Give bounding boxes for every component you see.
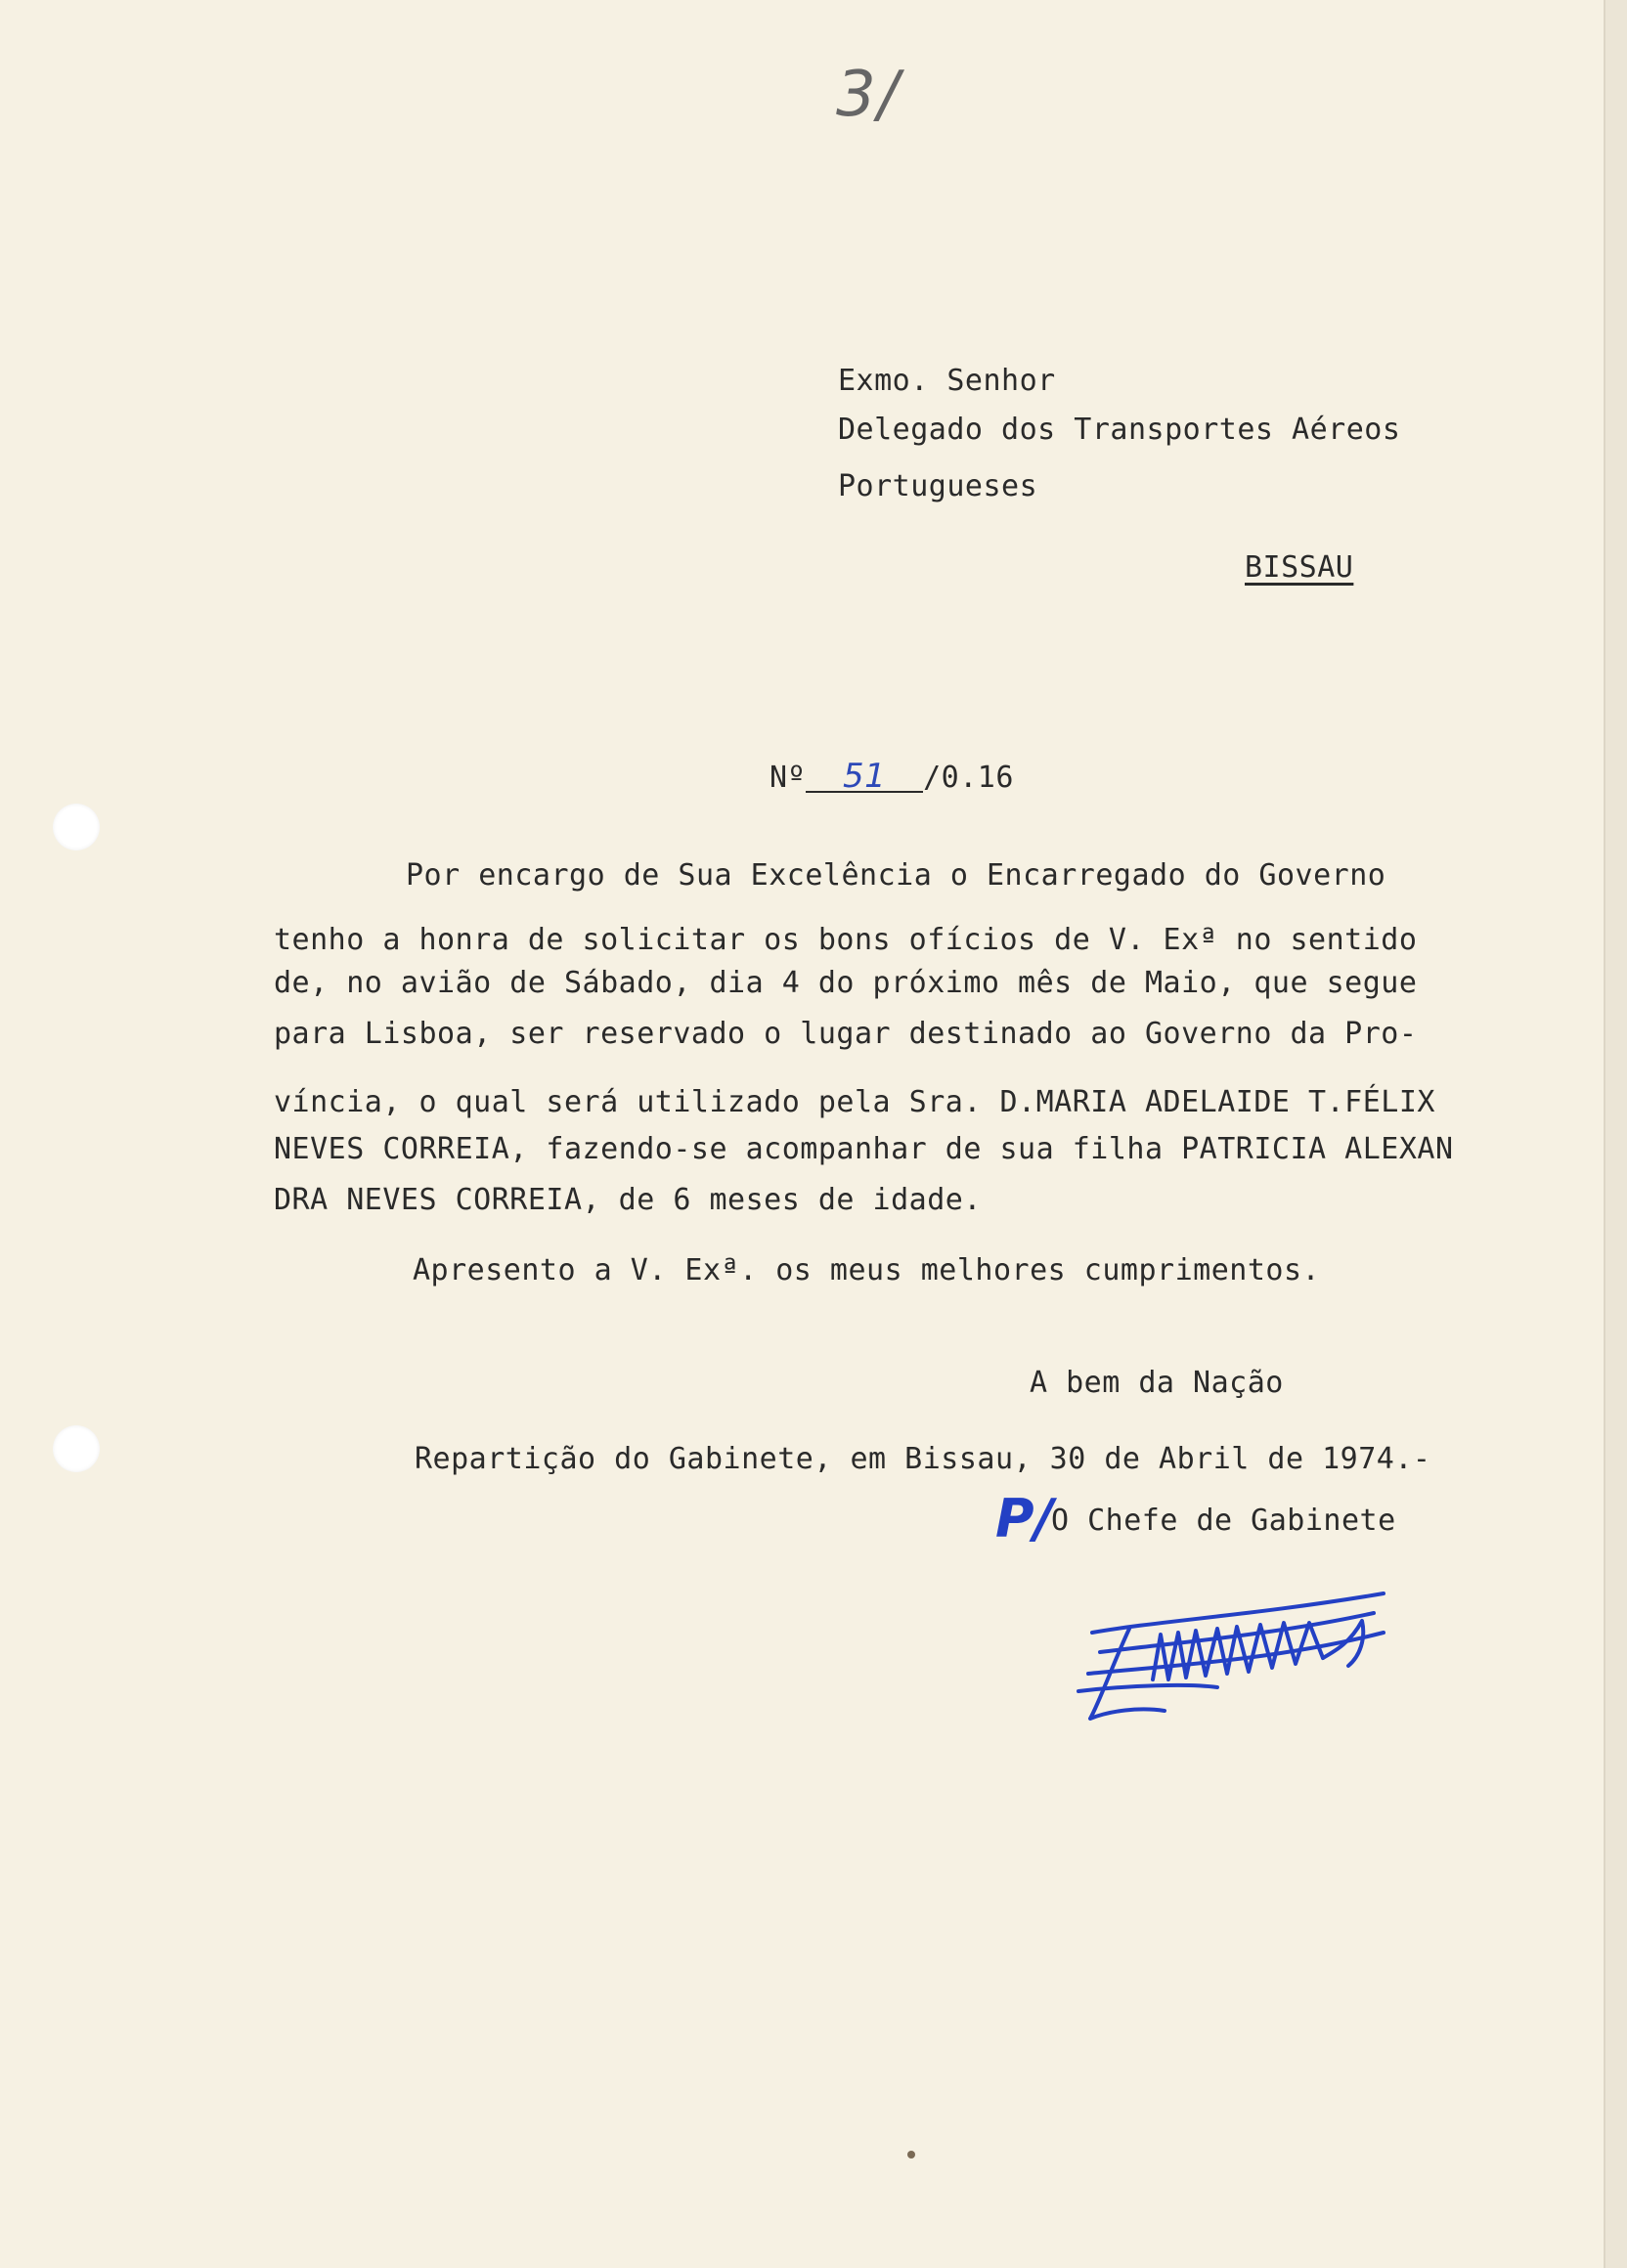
reference-suffix: /0.16 <box>923 761 1014 795</box>
body-line-7: DRA NEVES CORREIA, de 6 meses de idade. <box>274 1183 982 1217</box>
punch-hole-bottom <box>53 1425 100 1472</box>
addressee-city: BISSAU <box>1245 550 1354 585</box>
salutation: A bem da Nação <box>1030 1366 1284 1400</box>
body-line-3: de, no avião de Sábado, dia 4 do próximo mês de Maio, que segue <box>274 966 1418 1000</box>
reference-prefix: Nº <box>770 761 807 795</box>
paper-edge <box>1604 0 1627 2268</box>
body-line-2: tenho a honra de solicitar os bons ofícios de V. Exª no sentido <box>274 923 1418 957</box>
per-order-mark: P/ <box>995 1488 1054 1549</box>
addressee-line-2: Delegado dos Transportes Aéreos <box>838 413 1401 447</box>
reference-number: 51 <box>806 762 923 793</box>
handwritten-signature <box>1071 1564 1403 1730</box>
folio-number: 3/ <box>836 59 901 131</box>
signatory-title: O Chefe de Gabinete <box>1051 1504 1396 1538</box>
body-line-5: víncia, o qual será utilizado pela Sra. D.MARIA ADELAIDE T.FÉLIX <box>274 1085 1435 1119</box>
punch-hole-top <box>53 804 100 850</box>
place-and-date: Repartição do Gabinete, em Bissau, 30 de Abril de 1974.- <box>415 1442 1431 1476</box>
body-line-1: Por encargo de Sua Excelência o Encarregado do Governo <box>406 858 1386 893</box>
reference-line <box>770 757 1014 796</box>
addressee-line-3: Portugueses <box>838 469 1038 503</box>
body-line-4: para Lisboa, ser reservado o lugar destinado ao Governo da Pro- <box>274 1017 1418 1051</box>
closing-line: Apresento a V. Exª. os meus melhores cumprimentos. <box>413 1253 1321 1287</box>
body-line-6: NEVES CORREIA, fazendo-se acompanhar de sua filha PATRICIA ALEXAN <box>274 1132 1454 1166</box>
paper-speck <box>907 2151 915 2159</box>
addressee-line-1: Exmo. Senhor <box>838 364 1056 398</box>
